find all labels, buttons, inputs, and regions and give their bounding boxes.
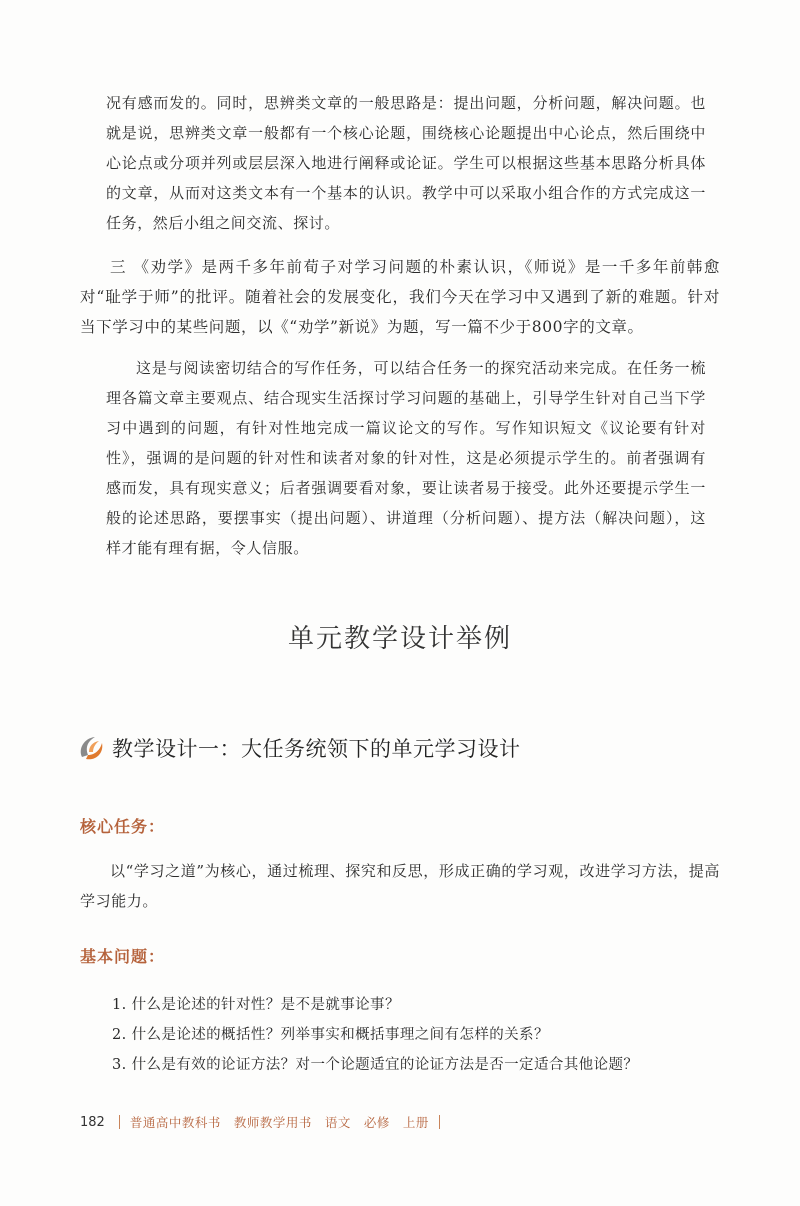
section-title: 单元教学设计举例	[287, 624, 512, 654]
basic-questions-list	[112, 990, 638, 1080]
page-footer	[80, 1112, 440, 1132]
design-heading	[76, 730, 521, 766]
book-title: 普通高中教科书 教师教学用书 语文 必修 上册	[129, 1115, 429, 1130]
core-task-heading: 核心任务：	[80, 817, 166, 836]
paragraph-thinking-structure: 况有感而发的。同时，思辨类文章的一般思路是：提出问题，分析问题，解决问题。也就是说，思辨类文章一般都有一个核心论题，围绕核心论题提出中心论点，然后围绕中心论点或分项并列或层层深入地进行阐释或论证。学生可以根据这些基本思路分析具体的文章，从而对这类文本有一个基本的认识。教学中可以采取小组合作的方式完成这一任务，然后小组之间交流、探讨。	[106, 94, 706, 232]
swirl-logo-icon	[76, 733, 106, 763]
core-task-text: 以“学习之道”为核心，通过梳理、探究和反思，形成正确的学习观，改进学习方法，提高学习能力。	[80, 862, 720, 910]
list-item: 2. 什么是论述的概括性？列举事实和概括事理之间有怎样的关系？	[112, 1027, 549, 1043]
footer-divider	[439, 1115, 440, 1129]
paragraph-writing-guidance: 这是与阅读密切结合的写作任务，可以结合任务一的探究活动来完成。在任务一梳理各篇文章主要观点、结合现实生活探讨学习问题的基础上，引导学生针对自己当下学习中遇到的问题，有针对性地完成一篇议论文的写作。写作知识短文《议论要有针对性》，强调的是问题的针对性和读者对象的针对性，这是必须提示学生的。前者强调有感而发，具有现实意义；后者强调要看对象，要让读者易于接受。此外还要提示学生一般的论述思路，要摆事实（提出问题）、讲道理（分析问题）、提方法（解决问题），这样才能有理有据，令人信服。	[106, 359, 706, 557]
basic-questions-heading: 基本问题：	[80, 947, 166, 966]
design-heading-text: 教学设计一：大任务统领下的单元学习设计	[112, 737, 521, 761]
list-item: 3. 什么是有效的论证方法？对一个论题适宜的论证方法是否一定适合其他论题？	[112, 1057, 639, 1073]
page-number: 182	[80, 1114, 105, 1130]
footer-divider	[119, 1115, 120, 1129]
list-item: 1. 什么是论述的针对性？是不是就事论事？	[112, 997, 400, 1013]
paragraph-exercise-three: 三 《劝学》是两千多年前荀子对学习问题的朴素认识，《师说》是一千多年前韩愈对“耻学于师”的批评。随着社会的发展变化，我们今天在学习中又遇到了新的难题。针对当下学习中的某些问题，以《“劝学”新说》为题，写一篇不少于800字的文章。	[80, 258, 720, 336]
